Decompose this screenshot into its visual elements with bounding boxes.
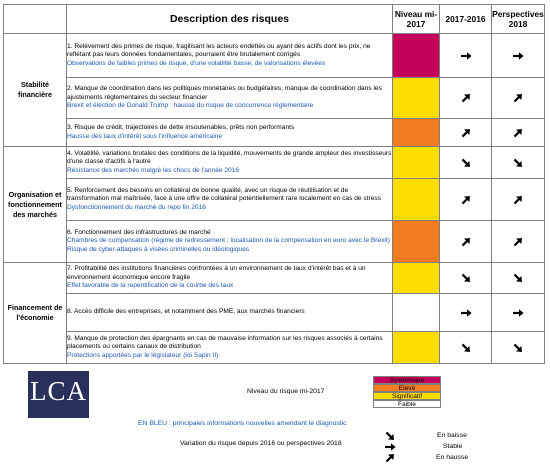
risk-text: 8. Accès difficile des entreprises, et notamment des PME, aux marchés financiers [67, 308, 305, 316]
table-row [4, 332, 545, 364]
risk-note: Résistance des marchés malgré les chocs de l'année 2016 [67, 166, 240, 174]
table-row [4, 119, 545, 147]
risk-level-cell [393, 34, 440, 78]
trend-arrow-icon [440, 306, 491, 320]
risk-note: Brexit et élection de Donald Trump : hausse du risque de concurrence réglementaire [67, 102, 314, 110]
legend-blue-note: EN BLEU : principales informations nouvelles amendant le diagnostic [138, 420, 347, 427]
trend-arrow-cell [440, 221, 492, 263]
table-row [4, 221, 545, 263]
outlook-arrow-icon [492, 91, 544, 105]
group-label-organisation: Organisation et fonctionnement des marchés [4, 147, 67, 263]
trend-arrow-cell [440, 294, 492, 332]
risk-description [67, 263, 393, 294]
trend-arrow-cell [440, 332, 492, 364]
legend-arrow-hausse-icon [383, 451, 397, 470]
risk-description [67, 221, 393, 263]
risk-level-cell [393, 332, 440, 364]
risk-description [67, 34, 393, 78]
outlook-arrow-icon [492, 156, 544, 170]
header-empty-cell [4, 5, 67, 34]
outlook-arrow-icon [492, 49, 544, 63]
legend-niveau-label: Niveau du risque mi-2017 [247, 388, 325, 395]
outlook-arrow-cell [492, 332, 545, 364]
trend-arrow-cell [440, 78, 492, 119]
risk-level-cell [393, 147, 440, 179]
legend-level-systemique: Systémique [373, 376, 441, 384]
risk-level-cell [393, 263, 440, 294]
risk-description [67, 147, 393, 179]
legend-level-faible: Faible [373, 400, 441, 408]
table-row [4, 34, 545, 78]
trend-arrow-cell [440, 147, 492, 179]
table-row [4, 78, 545, 119]
trend-arrow-icon [440, 341, 491, 355]
risk-note: Dysfonctionnement du marché du repo fin 2016 [67, 203, 206, 211]
outlook-arrow-cell [492, 179, 545, 221]
risk-text: 5. Renforcement des besoins en collatéral de bonne qualité, avec un risque de réutilisation et de transformation mal maîtrisée, face à une offre de collatéral potentiellement rare localement en cas de stress [67, 186, 381, 203]
risk-note: Observations de faibles primes de risque, d'une volatilité basse, de valorisations élevées [67, 59, 326, 67]
outlook-arrow-cell [492, 221, 545, 263]
risk-level-cell [393, 179, 440, 221]
risk-text: 2. Manque de coordination dans les politiques monétaires ou budgétaires, manque de coordination dans les ajustements réglementaires du secteur financier [67, 85, 382, 101]
outlook-arrow-cell [492, 34, 545, 78]
header-perspectives: Perspectives 2018 [492, 5, 545, 34]
risk-text: 1. Relèvement des primes de risque, fragilisant les acteurs endettés ou ayant des actifs dont les prix, ne reflétant pas leurs données fondamentales, pourraient être brutalement corrigés [67, 42, 371, 59]
outlook-arrow-icon [492, 341, 544, 355]
outlook-arrow-cell [492, 294, 545, 332]
outlook-arrow-cell [492, 78, 545, 119]
trend-arrow-icon [440, 156, 491, 170]
legend-arrow-stable-label: Stable [443, 443, 463, 450]
risk-note: Effet favorable de la repentification de la courbe des taux [67, 282, 234, 290]
header-evolution: 2017-2016 [440, 5, 492, 34]
risk-description [67, 179, 393, 221]
trend-arrow-icon [440, 91, 491, 105]
legend-level-significatif: Significatif [373, 392, 441, 400]
legend-arrow-baisse-label: En baisse [437, 432, 467, 439]
header-niveau: Niveau mi-2017 [393, 5, 440, 34]
trend-arrow-icon [440, 193, 491, 207]
risk-level-cell [393, 221, 440, 263]
risk-level-cell [393, 78, 440, 119]
risk-description [67, 119, 393, 147]
header-description: Description des risques [67, 5, 393, 34]
risk-note-2: Risque de cyber-attaques à visées criminelles ou idéologiques [67, 245, 250, 253]
risk-text: 4. Volatilité, variations brutales des conditions de la liquidité, mouvements de grande ampleur des investisseurs d'une classe d'actifs à l'autre [67, 149, 392, 166]
legend-variation-label: Variation du risque depuis 2016 ou perspectives 2018 [180, 440, 342, 447]
table-row [4, 179, 545, 221]
trend-arrow-icon [440, 126, 491, 140]
group-label-stabilite: Stabilité financière [4, 34, 67, 147]
table-row [4, 294, 545, 332]
legend-level-eleve: Elevé [373, 384, 441, 392]
outlook-arrow-cell [492, 147, 545, 179]
trend-arrow-cell [440, 179, 492, 221]
risk-note: Chambres de compensation (régime de redressement ; localisation de la compensation en euro avec le Brexit) [67, 237, 390, 245]
risk-text: 3. Risque de crédit, trajectoires de dette insoutenables, prêts non performants [67, 124, 295, 132]
outlook-arrow-cell [492, 263, 545, 294]
trend-arrow-icon [440, 49, 491, 63]
risk-level-cell [393, 119, 440, 147]
risk-table [3, 4, 545, 364]
table-row [4, 263, 545, 294]
outlook-arrow-icon [492, 126, 544, 140]
outlook-arrow-icon [492, 306, 544, 320]
outlook-arrow-icon [492, 193, 544, 207]
risk-description [67, 332, 393, 364]
risk-description [67, 294, 393, 332]
logo-text: LCA [30, 376, 87, 406]
table-row [4, 147, 545, 179]
legend-arrow-hausse-label: En hausse [436, 454, 469, 461]
group-label-financement: Financement de l'économie [4, 263, 67, 364]
risk-text: 9. Manque de protection des épargnants en cas de mauvaise information sur les risques associés à certains placements ou certains canaux de distribution [67, 334, 383, 351]
risk-note: Protections apportées par le législateur (loi Sapin II) [67, 351, 219, 359]
outlook-arrow-cell [492, 119, 545, 147]
trend-arrow-cell [440, 119, 492, 147]
trend-arrow-icon [440, 235, 491, 249]
risk-text: 6. Fonctionnement des infrastructures de marché [67, 228, 211, 236]
outlook-arrow-icon [492, 235, 544, 249]
risk-text: 7. Profitabilité des institutions financières confrontées à un environnement de taux d'intérêt bas et à un environnement économique encore fragile [67, 265, 366, 281]
risk-note: Hausse des taux d'intérêt sous l'influence américaine [67, 132, 222, 140]
lca-logo [28, 371, 89, 418]
trend-arrow-icon [440, 271, 491, 285]
trend-arrow-cell [440, 263, 492, 294]
risk-description [67, 78, 393, 119]
trend-arrow-cell [440, 34, 492, 78]
risk-level-cell [393, 294, 440, 332]
outlook-arrow-icon [492, 271, 544, 285]
